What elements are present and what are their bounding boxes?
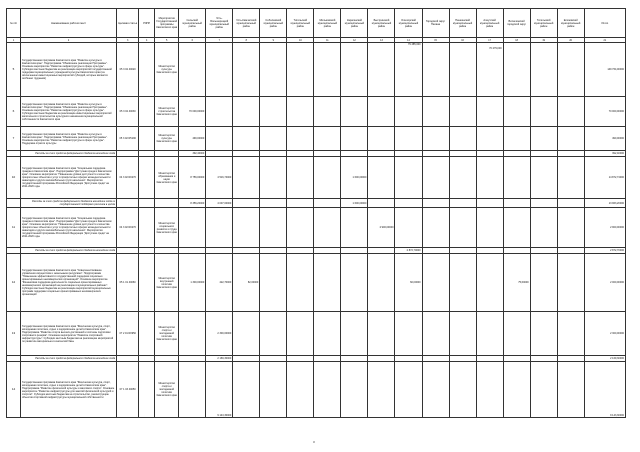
- row-value: 4 516,74000: [206, 157, 233, 199]
- header-cell: Усть-Большерецкий муниципальный район: [206, 9, 233, 38]
- row-total: 70 000,00000: [584, 97, 625, 127]
- row-value: 490,00000: [179, 127, 206, 151]
- row-code: 05 1 01 40060: [117, 254, 139, 312]
- column-number: 19: [530, 38, 557, 43]
- column-number: 9: [260, 38, 287, 43]
- budget-table: [6, 8, 626, 418]
- table-row: [7, 127, 626, 151]
- row-value: 1 600,00000: [341, 199, 368, 208]
- column-number: 15: [422, 38, 449, 43]
- row-index: 11: [7, 208, 21, 248]
- row-rzpr: [139, 362, 155, 418]
- row-value: 8 756,00000: [179, 157, 206, 199]
- row-rzpr: [139, 254, 155, 312]
- row-total: 9 143,30000: [584, 362, 625, 418]
- row-rzpr: [139, 43, 155, 97]
- row-code: 07 2 01 R0950: [117, 312, 139, 356]
- header-cell: Карагинский муниципальный район: [341, 9, 368, 38]
- header-cell: Городской округ Палана: [422, 9, 449, 38]
- row-index: 6: [7, 97, 21, 127]
- column-number: 10: [287, 38, 314, 43]
- row-value: 2 169,30000: [206, 356, 233, 362]
- header-cell: Быстринский муниципальный район: [368, 9, 395, 38]
- row-total: 2 872,70000: [584, 248, 625, 254]
- row-description: Государственная программа Камчатского края "Развитие культуры в Камчатском крае". Подпрограмма "Обновление реализации Программы". Основное мероприятие "Развитие инфраструктуры в сфере культуры". Поддержка отрасли культуры: [21, 127, 117, 151]
- header-cell: РЗПР: [139, 9, 155, 38]
- row-value: 82,00000: [233, 254, 260, 312]
- row-agency: Министерство образования и науки Камчатского края: [155, 157, 179, 199]
- header-cell: Усть-Камчатский муниципальный район: [233, 9, 260, 38]
- table-row: [7, 254, 626, 312]
- table-row: [7, 312, 626, 356]
- row-total: 14 872,74000: [584, 157, 625, 199]
- header-cell: Тигильский муниципальный район: [530, 9, 557, 38]
- row-total: 392,40000: [584, 151, 625, 157]
- row-description: Государственная программа Камчатского края "Физическая культура, спорт, молодежная политика, отдых и оздоровление детей в Камчатском крае". Подпрограмма "Развитие физической культуры и массового спорта". Основное мероприятие "Развитие инфраструктуры для занятий физической культурой и спортом". Субсидии местным бюджетам на строительство, реконструкцию объектов спортивной инфраструктуры муниципальной собственности: [21, 362, 117, 418]
- column-number: 3: [117, 38, 139, 43]
- row-code: 05 3 02 40020: [117, 43, 139, 97]
- row-value: 8 356,20000: [179, 199, 206, 208]
- header-cell: Вилючинский городской округ: [503, 9, 530, 38]
- table-row: [7, 97, 626, 127]
- column-number: 13: [368, 38, 395, 43]
- header-cell: Сельский муниципальный район: [179, 9, 206, 38]
- row-index: 5: [7, 43, 21, 97]
- row-value: 70 000,00000: [179, 97, 206, 127]
- row-rzpr: [139, 312, 155, 356]
- row-rzpr: [139, 208, 155, 248]
- header-cell: Тигильский муниципальный район: [287, 9, 314, 38]
- row-index: 14: [7, 362, 21, 418]
- row-code: 05 3 02 40030: [117, 97, 139, 127]
- page-number: 3: [313, 440, 315, 444]
- row-agency: Министерство спорта и молодежной политики Камчатского края: [155, 312, 179, 356]
- header-cell: Итого: [584, 9, 625, 38]
- row-value: 75,60000: [503, 254, 530, 312]
- header-cell: Алеутский муниципальный район: [476, 9, 503, 38]
- row-code: 05 3 02 R5190: [117, 127, 139, 151]
- column-number: 6: [179, 38, 206, 43]
- row-total: 490,00000: [584, 127, 625, 151]
- header-cell: Наименование рабочих мест: [21, 9, 117, 38]
- column-number: 4: [139, 38, 155, 43]
- column-number: 12: [341, 38, 368, 43]
- header-cell: Олюторский муниципальный район: [395, 9, 422, 38]
- row-value: 9 143,30000: [206, 362, 233, 418]
- row-code: 04 3 02 R0270: [117, 157, 139, 199]
- row-index: 13: [7, 312, 21, 356]
- column-number: 21: [584, 38, 625, 43]
- row-agency: Министерство культуры Камчатского края: [155, 127, 179, 151]
- row-value: 422,70000: [206, 254, 233, 312]
- row-value: 1 600,00000: [341, 157, 368, 199]
- row-description: Государственная программа Камчатского края "Физическая культура, спорт, молодежная политика, отдых и оздоровление детей в Камчатском крае". Подпрограмма "Развитие спорта высших достижений и системы подготовки спортивного резерва". Основное мероприятие "Развитие спортивной инфраструктуры". Субсидии местным бюджетам на реализацию мероприятий по развитию материально-технической базы: [21, 312, 117, 356]
- table-subrow: [7, 199, 626, 208]
- row-value: 60,00000: [395, 254, 422, 312]
- row-value: 79 485,000: [395, 43, 422, 97]
- row-value: 392,40000: [179, 151, 206, 157]
- row-rzpr: [139, 127, 155, 151]
- row-agency: Министерство культуры Камчатского края: [155, 43, 179, 97]
- column-number: 11: [314, 38, 341, 43]
- row-code: 04 3 02 R0270: [117, 208, 139, 248]
- header-cell: Целевая статья: [117, 9, 139, 38]
- header-cell: Елизовский муниципальный район: [557, 9, 584, 38]
- header-cell: Мероприятия Государственной программы Камчатского края: [155, 9, 179, 38]
- column-number: 7: [206, 38, 233, 43]
- header-cell: № п/п: [7, 9, 21, 38]
- row-total: 2 000,00000: [584, 254, 625, 312]
- row-description: Государственная программа Камчатского края "Совершенствование управления имуществом и земельными ресурсами". Подпрограмма "Повышение эффективности государственной поддержки социально ориентированных некоммерческих организаций". Основное мероприятие "Финансовая поддержка деятельности социально ориентированных некоммерческих организаций на реализацию в муниципальных районах". Субсидии местным бюджетам на реализацию мероприятий муниципальных программ поддержки социально ориентированных некоммерческих организаций: [21, 254, 117, 312]
- row-agency: Министерство социального развития и труда Камчатского края: [155, 208, 179, 248]
- row-value: 2 300,00000: [206, 312, 233, 356]
- row-value: 4 007,00000: [206, 199, 233, 208]
- table-row: [7, 157, 626, 199]
- table-row: [7, 362, 626, 418]
- row-description: Расходы за счет средств федерального бюджета вошедшие сюда: [21, 356, 117, 362]
- row-description: Государственная программа Камчатского края "Развитие культуры в Камчатском крае". Подпрограмма "Обновление реализации Программы". Основное мероприятие "Развитие инфраструктуры в сфере культуры". Субсидии местным бюджетам на реализацию инвестиционных мероприятий капитального строительства культурного назначения муниципальной собственности Камчатского края: [21, 97, 117, 127]
- column-number: 1: [7, 38, 21, 43]
- header-row: [7, 9, 626, 38]
- column-number: 8: [233, 38, 260, 43]
- column-number: 14: [395, 38, 422, 43]
- column-number: 20: [557, 38, 584, 43]
- column-number: 18: [503, 38, 530, 43]
- row-value: 70 279,000: [476, 43, 503, 97]
- row-code: 07 1 03 40050: [117, 362, 139, 418]
- row-index: 10: [7, 157, 21, 199]
- row-rzpr: [139, 157, 155, 199]
- row-description: Государственная программа Камчатского края "Социальная поддержка граждан в Камчатском крае". Подпрограмма "Доступная среда в Камчатском крае". Основное мероприятие "Повышение уровня доступности и качества приоритетных объектов и услуг в приоритетных сферах жизнедеятельности инвалидов и других маломобильных групп населения". Мероприятия государственной программы Российской Федерации "Доступная среда" на 2011-2020 годы: [21, 157, 117, 199]
- row-value: 2 872,70000: [395, 248, 422, 254]
- header-cell: Соболевский муниципальный район: [260, 9, 287, 38]
- row-value: 2 900,00000: [368, 208, 395, 248]
- table-row: [7, 208, 626, 248]
- row-description: Расходы за счет средств федерального бюджета вошедшие сюда: [21, 248, 117, 254]
- row-description: Расходы за счет средств федерального бюджета вошедшие сюда из государственной поддержки регионов в целом: [21, 199, 117, 208]
- row-total: 13 963,20000: [584, 199, 625, 208]
- row-description: Расходы за счет средств федерального бюджета вошедшие сюда: [21, 151, 117, 157]
- row-total: 149 764,00000: [584, 43, 625, 97]
- row-total: 2 169,30000: [584, 356, 625, 362]
- row-agency: Министерство внутренней политики Камчатского края: [155, 254, 179, 312]
- row-agency: Министерство строительства Камчатского края: [155, 97, 179, 127]
- row-index: 7: [7, 127, 21, 151]
- row-value: 1 300,00000: [179, 254, 206, 312]
- row-total: 2 900,00000: [584, 208, 625, 248]
- row-total: 2 300,00000: [584, 312, 625, 356]
- header-cell: Пенжинский муниципальный район: [449, 9, 476, 38]
- table-row: [7, 43, 626, 97]
- column-number: 16: [449, 38, 476, 43]
- column-number: 2: [21, 38, 117, 43]
- row-agency: Министерство спорта и молодежной политики Камчатского края: [155, 362, 179, 418]
- row-description: Государственная программа Камчатского края "Развитие культуры в Камчатском крае". Подпрограмма "Обновление реализации Программы". Основное мероприятие "Развитие инфраструктуры в сфере культуры". Субсидии местным бюджетам на реализацию мероприятий государственной поддержки муниципальных учреждений культуры Камчатского края (за исключением инвестиционных мероприятий субсидий, которые являются особенно трудными): [21, 43, 117, 97]
- row-rzpr: [139, 97, 155, 127]
- row-index: 12: [7, 254, 21, 312]
- column-number: 17: [476, 38, 503, 43]
- header-cell: Мильковский муниципальный район: [314, 9, 341, 38]
- row-description: Государственная программа Камчатского края "Социальная поддержка граждан в Камчатском крае". Подпрограмма "Доступная среда в Камчатском крае". Основное мероприятие "Повышение уровня доступности и качества приоритетных объектов и услуг в приоритетных сферах жизнедеятельности инвалидов и других маломобильных групп населения". Мероприятия государственной программы Российской Федерации "Доступная среда" на 2011-2020 годы: [21, 208, 117, 248]
- column-number: 5: [155, 38, 179, 43]
